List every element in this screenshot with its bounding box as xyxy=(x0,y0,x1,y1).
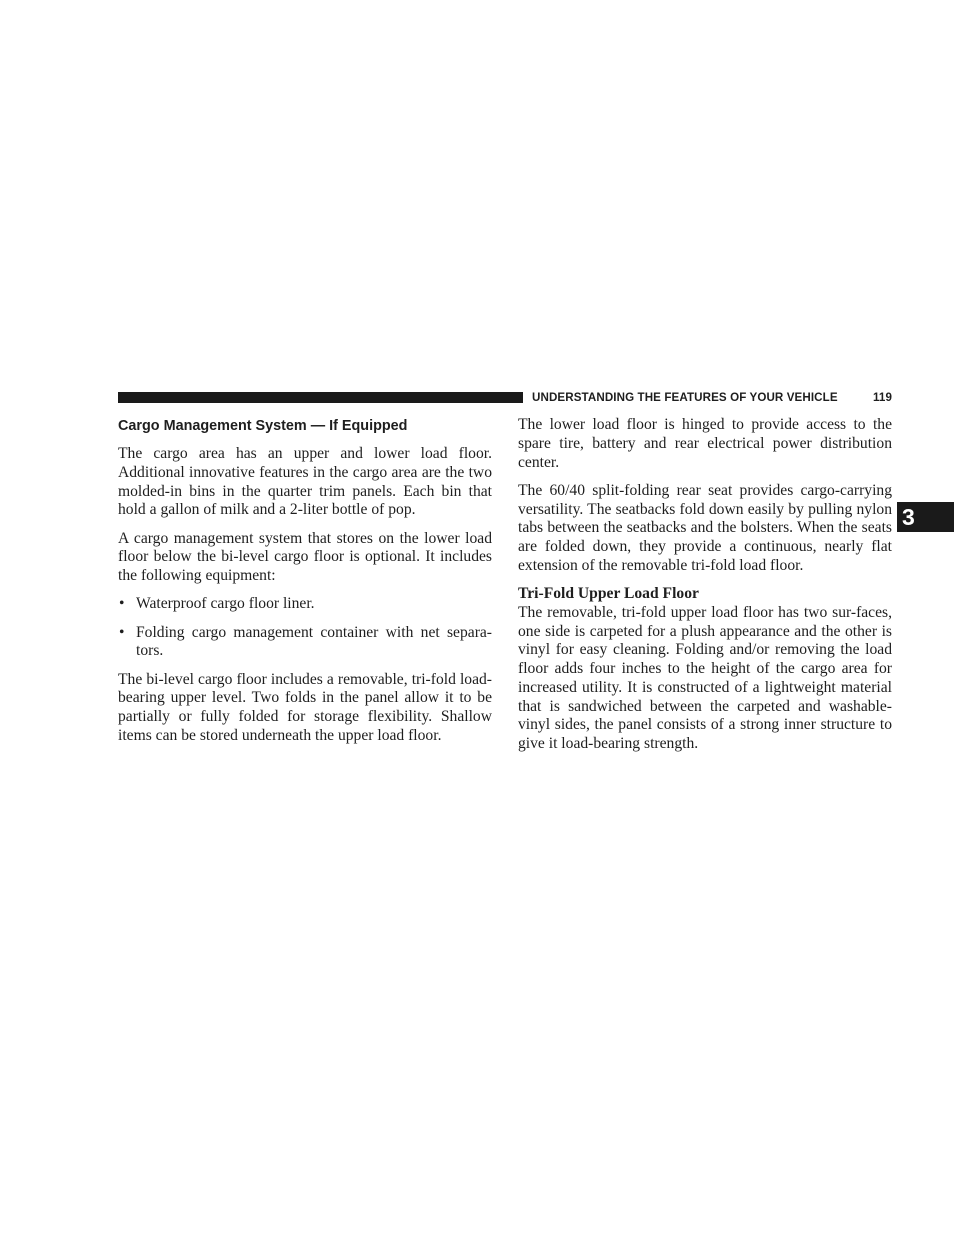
bullet-icon: • xyxy=(119,623,125,641)
right-column xyxy=(518,416,892,754)
list-item-text: Folding cargo management container with net separa-tors. xyxy=(136,623,492,660)
section-heading: Cargo Management System — If Equipped xyxy=(118,418,408,434)
chapter-tab: 3 xyxy=(897,502,954,532)
bullet-list xyxy=(118,595,492,661)
list-item xyxy=(118,624,492,662)
bullet-icon: • xyxy=(119,595,125,613)
list-item xyxy=(118,595,492,614)
paragraph: The 60/40 split-folding rear seat provides cargo-carrying versatility. The seatbacks fold down easily by pulling nylon tabs between the seatbacks and the bolsters. When the seats are folded down, they provide a continuous, nearly flat extension of the removable tri-fold load floor. xyxy=(518,481,892,574)
left-column xyxy=(118,416,492,755)
running-header xyxy=(532,390,892,406)
paragraph: A cargo management system that stores on the lower load floor below the bi-level cargo floor is optional. It includes the following equipment: xyxy=(118,529,492,584)
subsection-heading: Tri-Fold Upper Load Floor xyxy=(518,585,699,602)
list-item-text: Waterproof cargo floor liner. xyxy=(136,595,315,613)
header-rule-bar xyxy=(118,392,523,403)
paragraph: The bi-level cargo floor includes a removable, tri-fold load-bearing upper level. Two folds in the panel allow it to be partially or fully folded for storage flexibility. Shallow items can be stored underneath the upper load floor. xyxy=(118,670,492,744)
paragraph: The cargo area has an upper and lower load floor. Additional innovative features in the cargo area are the two molded-in bins in the quarter trim panels. Each bin that hold a gallon of milk and a 2-liter bottle of pop. xyxy=(118,445,492,519)
running-header-title: UNDERSTANDING THE FEATURES OF YOUR VEHICLE xyxy=(532,391,838,404)
paragraph: The removable, tri-fold upper load floor has two sur-faces, one side is carpeted for a plush appearance and the other is vinyl for easy cleaning. Folding and/or removing the load floor adds four inches to the height of the cargo area for increased utility. It is constructed of a lightweight material that is sandwiched between the carpeted and washable-vinyl sides, the panel consists of a strong inner structure to give it load-bearing strength. xyxy=(518,603,892,752)
page-number: 119 xyxy=(872,391,892,404)
paragraph: The lower load floor is hinged to provide access to the spare tire, battery and rear electrical power distribution center. xyxy=(518,416,892,471)
